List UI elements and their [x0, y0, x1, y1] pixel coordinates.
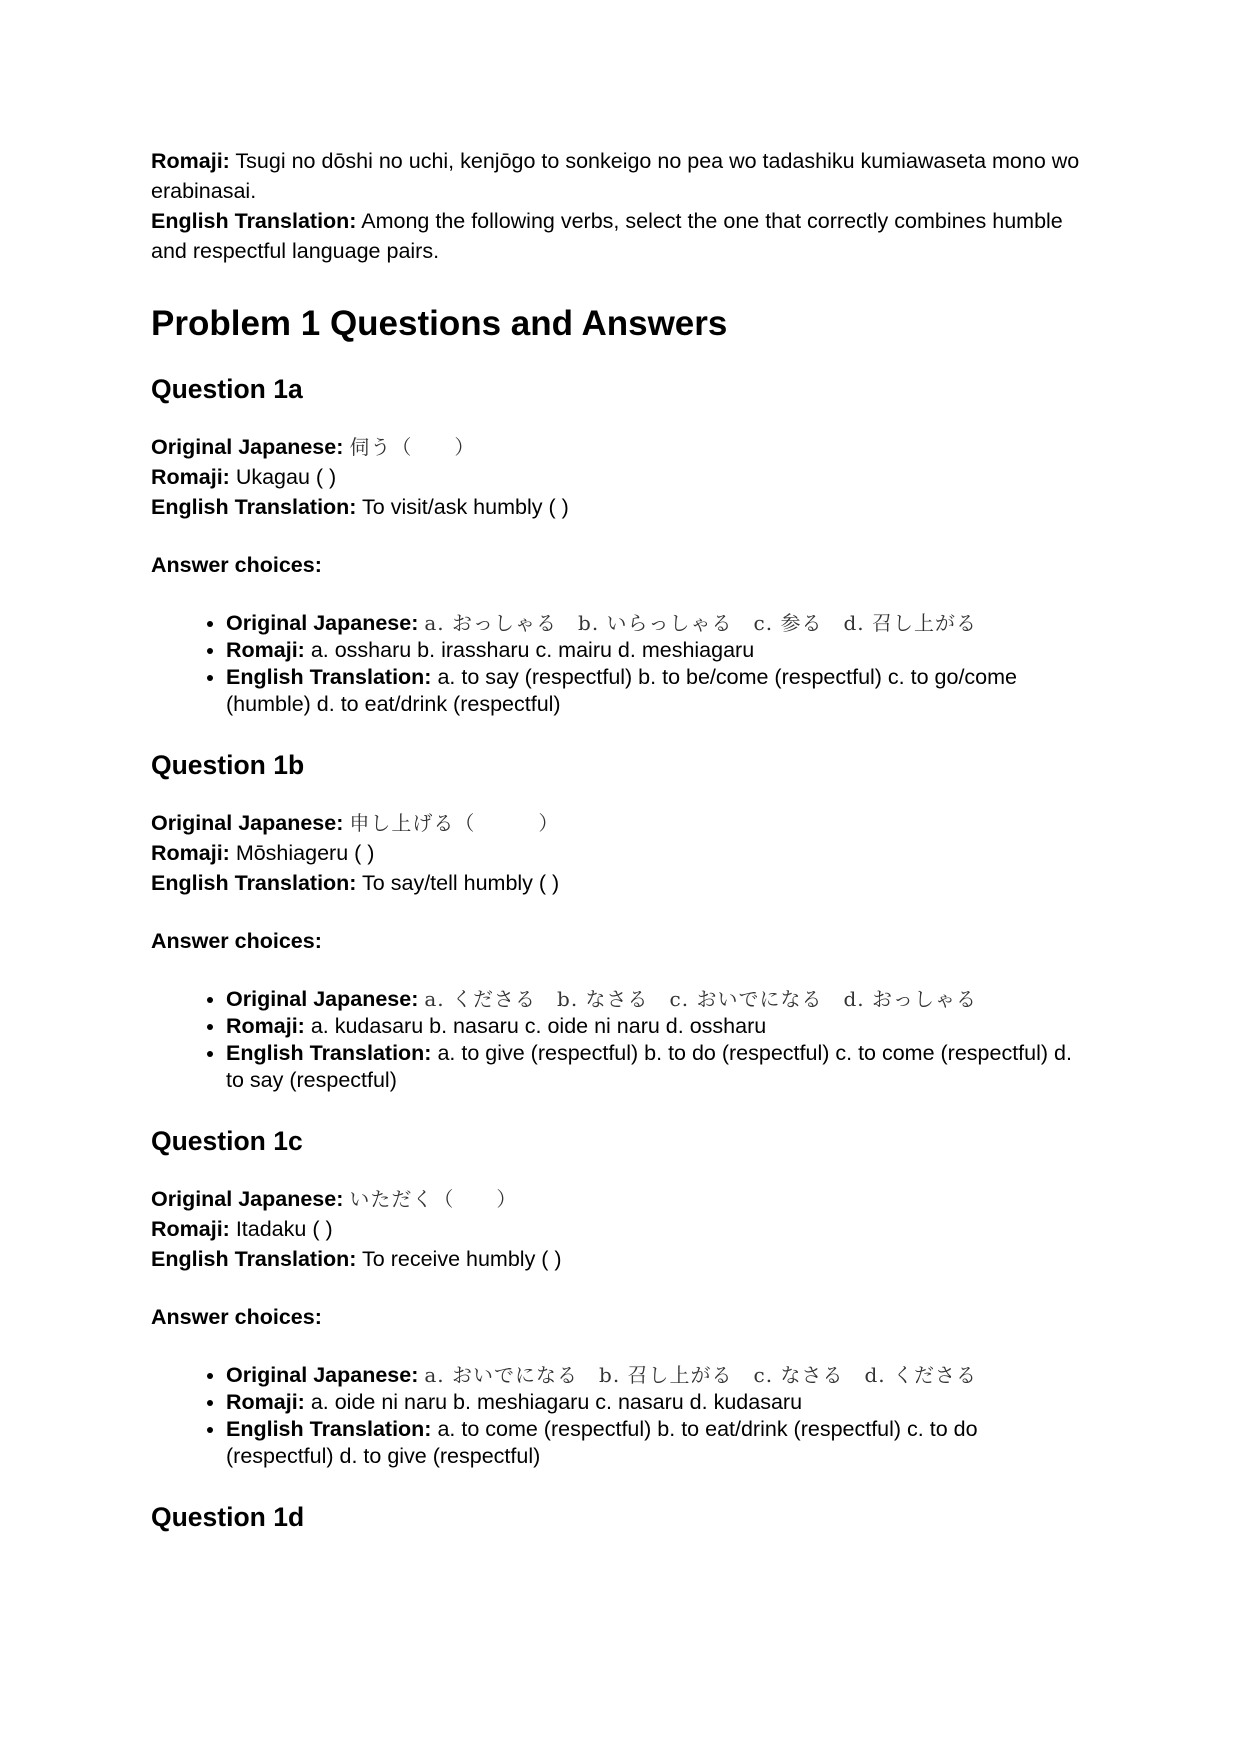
answer-choices-label: Answer choices:	[151, 1305, 322, 1329]
list-item: • Original Japanese: a. おっしゃる b. いらっしゃる c. 参る d. 召し上がる	[226, 610, 1091, 637]
question-title: Question 1a	[151, 374, 303, 404]
question-1d	[151, 1500, 1091, 1534]
intro-english: English Translation: Among the following verbs, select the one that correctly combines humble and respectful language pairs.	[151, 209, 1063, 263]
list-item: • English Translation: a. to give (respectful) b. to do (respectful) c. to come (respectful) d. to say (respectful)	[226, 1040, 1091, 1094]
original-japanese-line: Original Japanese: いただく（ ）	[151, 1187, 518, 1211]
english-line: English Translation: To visit/ask humbly ( )	[151, 495, 569, 519]
answer-choices-list	[151, 610, 1091, 718]
intro-block	[151, 146, 1091, 266]
original-japanese-line: Original Japanese: 申し上げる（ ）	[151, 811, 560, 835]
document-page	[151, 146, 1091, 1534]
list-item: • Romaji: a. oide ni naru b. meshiagaru c. nasaru d. kudasaru	[226, 1389, 1091, 1416]
english-line: English Translation: To receive humbly ( )	[151, 1247, 562, 1271]
intro-romaji: Romaji: Tsugi no dōshi no uchi, kenjōgo to sonkeigo no pea wo tadashiku kumiawaseta mono wo erabinasai.	[151, 149, 1080, 203]
answer-choices-list	[151, 986, 1091, 1094]
list-item: • Original Japanese: a. くださる b. なさる c. おいでになる d. おっしゃる	[226, 986, 1091, 1013]
romaji-line: Romaji: Itadaku ( )	[151, 1217, 333, 1241]
list-item: • English Translation: a. to come (respectful) b. to eat/drink (respectful) c. to do (respectful) d. to give (respectful)	[226, 1416, 1091, 1470]
question-title: Question 1d	[151, 1502, 305, 1532]
original-japanese-line: Original Japanese: 伺う（ ）	[151, 435, 476, 459]
list-item: • Romaji: a. ossharu b. irassharu c. mairu d. meshiagaru	[226, 637, 1091, 664]
question-1a	[151, 372, 1091, 718]
question-title: Question 1b	[151, 750, 305, 780]
romaji-line: Romaji: Ukagau ( )	[151, 465, 337, 489]
english-line: English Translation: To say/tell humbly ( )	[151, 871, 560, 895]
romaji-line: Romaji: Mōshiageru ( )	[151, 841, 375, 865]
question-title: Question 1c	[151, 1126, 303, 1156]
problem-title: Problem 1 Questions and Answers	[151, 304, 728, 343]
list-item: • English Translation: a. to say (respectful) b. to be/come (respectful) c. to go/come (humble) d. to eat/drink (respectful)	[226, 664, 1091, 718]
list-item: • Romaji: a. kudasaru b. nasaru c. oide ni naru d. ossharu	[226, 1013, 1091, 1040]
answer-choices-label: Answer choices:	[151, 929, 322, 953]
question-1c	[151, 1124, 1091, 1470]
answer-choices-label: Answer choices:	[151, 553, 322, 577]
question-1b	[151, 748, 1091, 1094]
answer-choices-list	[151, 1362, 1091, 1470]
list-item: • Original Japanese: a. おいでになる b. 召し上がる c. なさる d. くださる	[226, 1362, 1091, 1389]
